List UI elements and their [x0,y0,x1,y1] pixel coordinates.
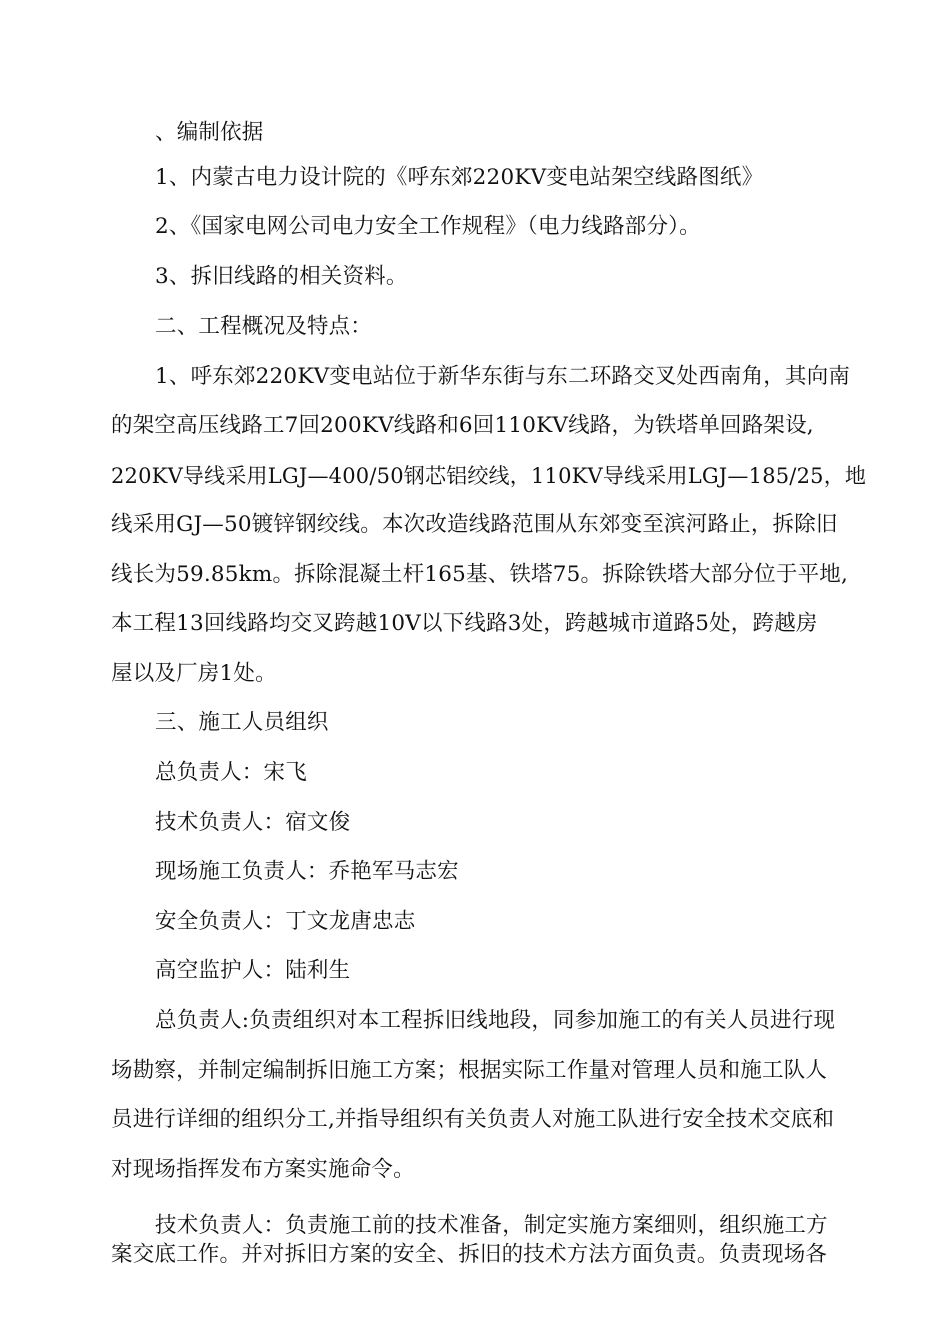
tech-duty-line-1: 技术负责人：负责施工前的技术准备，制定实施方案细则，组织施工方 [155,1213,828,1238]
basis-item-3: 3、拆旧线路的相关资料。 [155,264,408,289]
tech-duty-line-2: 案交底工作。并对拆旧方案的安全、拆旧的技术方法方面负责。负责现场各 [111,1242,828,1267]
overview-line-3: 220KV导线采用LGJ—400/50钢芯铝绞线，110KV导线采用LGJ—185/25，地 [111,464,867,488]
overview-line-4: 线采用GJ—50镀锌钢绞线。本次改造线路范围从东郊变至滨河路止，拆除旧 [111,512,838,537]
duty-line-3: 员进行详细的组织分工,并指导组织有关负责人对施工队进行安全技术交底和 [111,1107,835,1132]
role-general-manager: 总负责人：宋飞 [155,760,307,785]
section-heading-overview: 二、工程概况及特点： [155,314,373,339]
basis-item-1: 1、内蒙古电力设计院的《呼东郊220KV变电站架空线路图纸》 [155,165,764,190]
section-heading-basis: 、编制依据 [155,120,264,145]
overview-line-5: 线长为59.85km。拆除混凝土杆165基、铁塔75。拆除铁塔大部分位于平地, [111,562,848,587]
duty-line-2: 场勘察，并制定编制拆旧施工方案；根据实际工作量对管理人员和施工队人 [111,1058,828,1083]
overview-line-2: 的架空高压线路工7回200KV线路和6回110KV线路，为铁塔单回路架设, [111,413,814,438]
section-heading-staff: 三、施工人员组织 [155,710,329,735]
role-technical-lead: 技术负责人：宿文俊 [155,810,351,835]
basis-item-2: 2、《国家电网公司电力安全工作规程》（电力线路部分）。 [155,214,701,239]
duty-line-1: 总负责人:负责组织对本工程拆旧线地段，同参加施工的有关人员进行现 [155,1008,836,1033]
role-height-supervisor: 高空监护人：陆利生 [155,958,351,983]
overview-line-6: 本工程13回线路均交叉跨越10V以下线路3处，跨越城市道路5处，跨越房 [111,611,818,636]
role-site-lead: 现场施工负责人：乔艳军马志宏 [155,859,459,884]
role-safety-lead: 安全负责人：丁文龙唐忠志 [155,909,416,934]
duty-line-4: 对现场指挥发布方案实施命令。 [111,1157,415,1182]
overview-line-7: 屋以及厂房1处。 [111,661,277,686]
overview-line-1: 1、呼东郊220KV变电站位于新华东街与东二环路交叉处西南角，其向南 [155,364,851,389]
